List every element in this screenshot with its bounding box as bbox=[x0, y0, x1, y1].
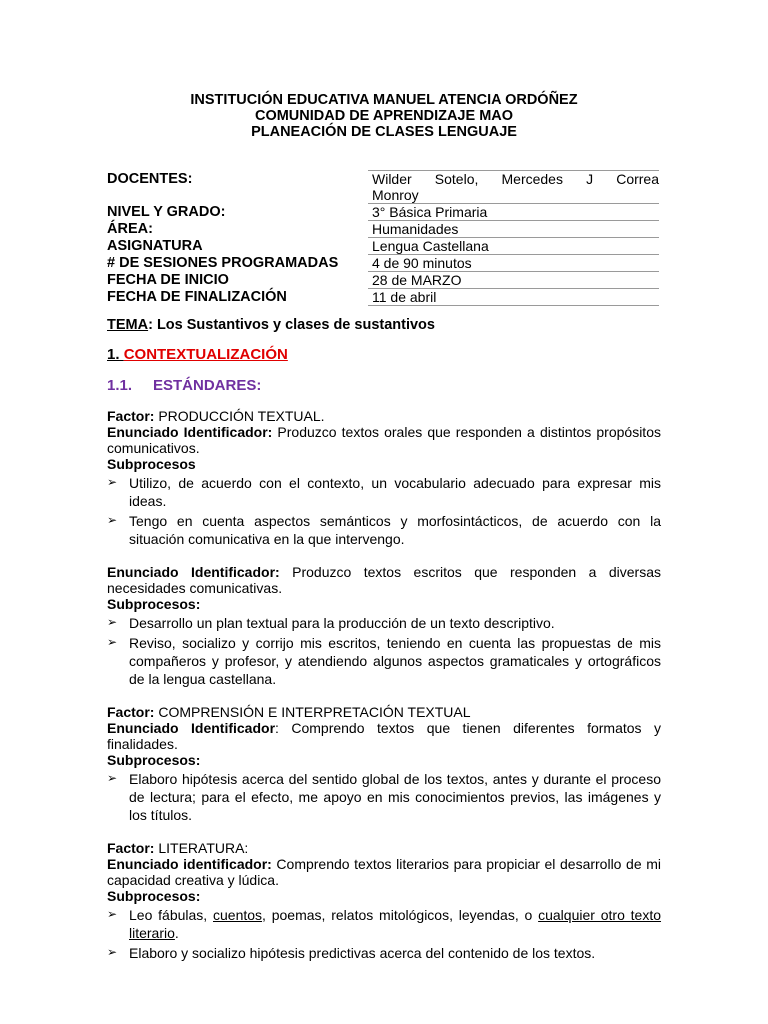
arrow-bullet-icon: ➢ bbox=[107, 513, 118, 527]
inicio-label: FECHA DE INICIO bbox=[107, 272, 229, 288]
header-line-institution: INSTITUCIÓN EDUCATIVA MANUEL ATENCIA ORDÓÑEZ bbox=[190, 92, 578, 108]
document-header bbox=[0, 92, 768, 140]
docentes-value bbox=[368, 170, 659, 203]
sesiones-value: 4 de 90 minutos bbox=[368, 254, 659, 271]
enunciado-label: Enunciado Identificador: bbox=[107, 564, 280, 580]
arrow-bullet-icon: ➢ bbox=[107, 907, 118, 921]
fin-value: 11 de abril bbox=[368, 288, 659, 306]
list-item-text: Elaboro y socializo hipótesis predictivas acerca del contenido de los textos. bbox=[129, 945, 596, 961]
asignatura-label: ASIGNATURA bbox=[107, 238, 203, 254]
list-item-text: Tengo en cuenta aspectos semánticos y morfosintácticos, de acuerdo con la situación comunicativa en la que intervengo. bbox=[129, 513, 661, 547]
enunciado-text: Comprendo textos literarios para propiciar el desarrollo de mi capacidad creativa y lúdica. bbox=[107, 856, 661, 888]
factor-line bbox=[107, 408, 661, 424]
factor-block-comprension bbox=[107, 704, 661, 824]
factor-text: LITERATURA: bbox=[154, 840, 249, 856]
fin-label: FECHA DE FINALIZACIÓN bbox=[107, 289, 287, 305]
nivel-label: NIVEL Y GRADO: bbox=[107, 204, 226, 220]
info-row-sesiones bbox=[107, 254, 659, 271]
list-item-text: Elaboro hipótesis acerca del sentido global de los textos, antes y durante el proceso de lectura; para el efecto, me apoyo en mis conocimientos previos, las imágenes y los títulos. bbox=[129, 771, 661, 823]
factor-block-literatura bbox=[107, 840, 661, 962]
tema-text: : Los Sustantivos y clases de sustantivos bbox=[148, 317, 435, 333]
sesiones-label: # DE SESIONES PROGRAMADAS bbox=[107, 255, 339, 271]
underlined-term-cuentos: cuentos bbox=[213, 907, 263, 923]
asignatura-value: Lengua Castellana bbox=[368, 237, 659, 254]
subprocesos-label: Subprocesos: bbox=[107, 752, 201, 768]
docentes-value-line2: Monroy bbox=[372, 187, 419, 203]
list-item-text: Utilizo, de acuerdo con el contexto, un vocabulario adecuado para expresar mis ideas. bbox=[129, 475, 661, 509]
docentes-label: DOCENTES: bbox=[107, 171, 193, 187]
info-table bbox=[107, 170, 659, 306]
list-item bbox=[107, 474, 661, 510]
enunciado-text: Produzco textos orales que responden a distintos propósitos comunicativos. bbox=[107, 424, 661, 456]
subprocesos-label: Subprocesos bbox=[107, 456, 196, 472]
arrow-bullet-icon: ➢ bbox=[107, 635, 118, 649]
list-item bbox=[107, 614, 661, 632]
info-row-area bbox=[107, 220, 659, 237]
area-label: ÁREA: bbox=[107, 221, 153, 237]
info-row-docentes bbox=[107, 170, 659, 203]
section-heading-contextualizacion bbox=[107, 346, 288, 363]
factor-block-produccion-oral bbox=[107, 408, 661, 548]
header-line-planning: PLANEACIÓN DE CLASES LENGUAJE bbox=[251, 124, 517, 140]
enunciado-paragraph bbox=[107, 720, 661, 752]
list-item bbox=[107, 770, 661, 824]
section-title: CONTEXTUALIZACIÓN bbox=[123, 346, 288, 363]
standards-body bbox=[107, 408, 661, 978]
arrow-bullet-icon: ➢ bbox=[107, 615, 118, 629]
list-item-text-part: . bbox=[174, 925, 179, 941]
enunciado-label: Enunciado identificador: bbox=[107, 856, 272, 872]
subprocesos-label: Subprocesos: bbox=[107, 596, 201, 612]
info-row-inicio bbox=[107, 271, 659, 288]
factor-text: COMPRENSIÓN E INTERPRETACIÓN TEXTUAL bbox=[154, 704, 471, 720]
factor-label: Factor: bbox=[107, 840, 155, 856]
factor-text: PRODUCCIÓN TEXTUAL. bbox=[154, 408, 325, 424]
inicio-value: 28 de MARZO bbox=[368, 271, 659, 288]
enunciado-paragraph bbox=[107, 856, 661, 888]
enunciado-paragraph bbox=[107, 424, 661, 456]
arrow-bullet-icon: ➢ bbox=[107, 771, 118, 785]
enunciado-text: Produzco textos escritos que responden a diversas necesidades comunicativas. bbox=[107, 564, 661, 596]
docentes-value-line1: Wilder Sotelo, Mercedes J Correa bbox=[372, 171, 659, 187]
header-line-community: COMUNIDAD DE APRENDIZAJE MAO bbox=[254, 108, 514, 124]
arrow-bullet-icon: ➢ bbox=[107, 475, 118, 489]
enunciado-paragraph bbox=[107, 564, 661, 596]
enunciado-label: Enunciado Identificador: bbox=[107, 424, 273, 440]
section-number: 1. bbox=[107, 346, 120, 363]
factor-block-produccion-escrita bbox=[107, 564, 661, 688]
list-item-text-part: , poemas, relatos mitológicos, leyendas, o bbox=[262, 907, 539, 923]
list-item-text-part: Leo fábulas, bbox=[129, 907, 213, 923]
arrow-bullet-icon: ➢ bbox=[107, 945, 118, 959]
list-item bbox=[107, 634, 661, 688]
tema-label: TEMA bbox=[107, 317, 149, 333]
tema-line bbox=[107, 317, 435, 333]
underlined-term-otro-texto: cualquier otro texto literario bbox=[129, 907, 662, 941]
subsection-number: 1.1. bbox=[107, 377, 133, 394]
list-item bbox=[107, 944, 661, 962]
info-row-fin bbox=[107, 288, 659, 306]
info-row-nivel bbox=[107, 203, 659, 220]
list-item-text: Reviso, socializo y corrijo mis escritos, teniendo en cuenta las propuestas de mis compañeros y profesor, y atendiendo algunos aspectos gramaticales y ortográficos de la lengua castellana. bbox=[129, 635, 661, 687]
list-item-text bbox=[129, 906, 661, 942]
enunciado-label: Enunciado Identificador bbox=[107, 720, 276, 736]
area-value: Humanidades bbox=[368, 220, 659, 237]
factor-label: Factor: bbox=[107, 704, 155, 720]
subsection-title: ESTÁNDARES: bbox=[153, 377, 262, 394]
factor-label: Factor: bbox=[107, 408, 155, 424]
nivel-value: 3° Básica Primaria bbox=[368, 203, 659, 220]
list-item bbox=[107, 512, 661, 548]
factor-line bbox=[107, 704, 661, 720]
info-row-asignatura bbox=[107, 237, 659, 254]
subprocesos-label: Subprocesos: bbox=[107, 888, 201, 904]
subsection-heading-estandares bbox=[107, 377, 261, 394]
list-item bbox=[107, 906, 661, 942]
list-item-text: Desarrollo un plan textual para la producción de un texto descriptivo. bbox=[129, 615, 555, 631]
factor-line bbox=[107, 840, 661, 856]
enunciado-text: : Comprendo textos que tienen diferentes formatos y finalidades. bbox=[107, 720, 661, 752]
